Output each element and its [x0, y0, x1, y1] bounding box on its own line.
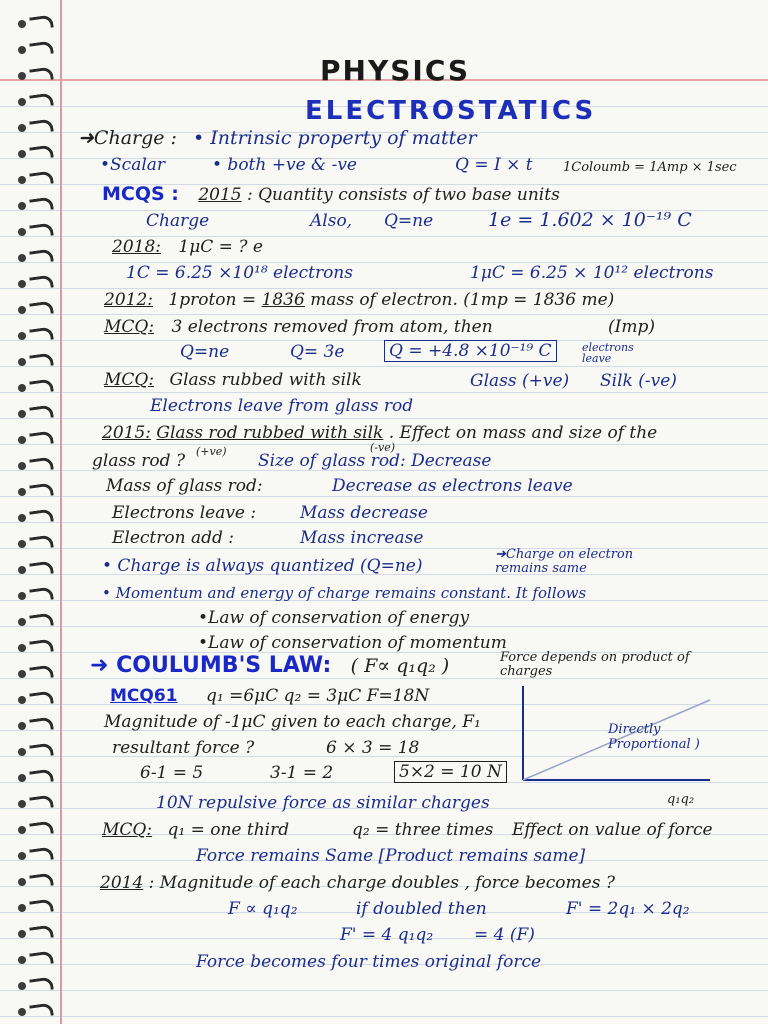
binding-ring	[29, 274, 54, 290]
binding-ring	[29, 950, 54, 966]
note-line	[100, 873, 615, 893]
note-line	[104, 317, 493, 337]
note-text: F ∝ q₁q₂	[228, 899, 298, 919]
binding-ring	[29, 898, 54, 914]
binding-ring	[29, 638, 54, 654]
note-text: Glass (+ve)	[470, 371, 570, 391]
binding-ring	[29, 534, 54, 550]
note-line	[106, 476, 263, 496]
note-line	[332, 476, 573, 496]
note-line	[110, 686, 178, 706]
note-line	[470, 371, 569, 391]
binding-ring	[29, 170, 54, 186]
binding-hole	[18, 124, 26, 132]
note-line	[228, 899, 298, 919]
note-text: 10N repulsive force as similar charges	[156, 793, 490, 813]
note-mcq-label: MCQ:	[102, 820, 153, 840]
binding-hole	[18, 514, 26, 522]
note-text: Decrease as electrons leave	[332, 476, 573, 496]
note-text: Electron add :	[112, 528, 235, 548]
binding-ring	[29, 326, 54, 342]
binding-hole	[18, 826, 26, 834]
boxed-answer: Q = +4.8 ×10⁻¹⁹ C	[384, 340, 557, 362]
binding-ring	[29, 144, 54, 160]
binding-ring	[29, 1002, 54, 1018]
binding-ring	[29, 664, 54, 680]
binding-ring	[29, 690, 54, 706]
binding-hole	[18, 800, 26, 808]
margin-line	[60, 0, 62, 1024]
note-text: F' = 4 q₁q₂	[340, 925, 434, 945]
note-text: 6 × 3 = 18	[326, 738, 420, 758]
binding-hole	[18, 254, 26, 262]
note-line	[90, 653, 450, 678]
note-text: ( F∝ q₁q₂ )	[350, 655, 450, 677]
note-line	[126, 263, 353, 283]
binding-ring	[29, 92, 54, 108]
note-text: = 4 (F)	[474, 925, 535, 945]
note-year: 2014	[100, 873, 144, 893]
note-line	[512, 820, 713, 840]
binding-hole	[18, 332, 26, 340]
note-line	[270, 763, 333, 783]
note-text: q₁ = one third	[167, 820, 290, 840]
note-line	[474, 925, 535, 945]
binding-hole	[18, 436, 26, 444]
binding-ring	[29, 768, 54, 784]
note-line	[300, 528, 423, 548]
note-line	[356, 899, 487, 919]
note-line	[455, 155, 533, 175]
note-line	[300, 503, 428, 523]
binding-ring	[29, 716, 54, 732]
note-line	[600, 371, 677, 391]
binding-ring	[29, 976, 54, 992]
note-line	[140, 763, 203, 783]
binding-hole	[18, 540, 26, 548]
note-line	[384, 211, 433, 231]
note-text: Q= 3e	[290, 342, 345, 362]
note-text: Charge	[146, 211, 210, 231]
binding-hole	[18, 878, 26, 886]
binding-ring	[29, 794, 54, 810]
note-text: : Quantity consists of two base units	[246, 185, 560, 205]
note-line	[102, 583, 586, 603]
note-text: Electrons leave from glass rod	[150, 396, 414, 416]
binding-ring	[29, 612, 54, 628]
binding-hole	[18, 748, 26, 756]
binding-hole	[18, 618, 26, 626]
binding-ring	[29, 586, 54, 602]
note-text: Also,	[310, 211, 353, 231]
binding-ring	[29, 872, 54, 888]
note-text: 6-1 = 5	[140, 763, 204, 783]
binding-hole	[18, 1008, 26, 1016]
note-line	[394, 761, 507, 783]
binding-ring	[29, 560, 54, 576]
note-line	[290, 342, 344, 362]
note-line	[310, 211, 352, 231]
note-text: Silk (-ve)	[600, 371, 677, 391]
note-text: glass rod ?	[92, 451, 186, 471]
note-text: •Law of conservation of momentum	[198, 633, 507, 653]
binding-hole	[18, 488, 26, 496]
binding-ring	[29, 248, 54, 264]
note-line	[566, 899, 690, 919]
note-text: •Scalar	[100, 155, 166, 175]
note-text: Force depends on product of charges	[500, 650, 690, 679]
binding-hole	[18, 696, 26, 704]
binding-hole	[18, 904, 26, 912]
note-text: Q = I × t	[455, 155, 533, 175]
page-title: PHYSICS	[320, 54, 471, 87]
mcqs-heading: MCQS :	[102, 183, 179, 205]
note-line	[488, 210, 692, 230]
note-text: Force becomes four times original force	[196, 952, 542, 972]
note-text: Magnitude of -1μC given to each charge, F₁	[104, 712, 481, 732]
note-line	[495, 548, 685, 576]
note-line	[582, 342, 662, 364]
binding-hole	[18, 566, 26, 574]
note-line	[608, 317, 655, 337]
binding-hole	[18, 98, 26, 106]
note-line	[500, 651, 710, 679]
note-text: • Momentum and energy of charge remains constant. It follows	[102, 584, 587, 602]
note-line	[212, 155, 357, 175]
binding-hole	[18, 176, 26, 184]
note-text: •Law of conservation of energy	[198, 608, 470, 628]
note-text: • both +ve & -ve	[212, 155, 357, 175]
binding-hole	[18, 20, 26, 28]
binding-hole	[18, 722, 26, 730]
binding-ring	[29, 222, 54, 238]
binding-hole	[18, 592, 26, 600]
binding-hole	[18, 774, 26, 782]
note-text: 1μC = 6.25 × 10¹² electrons	[470, 263, 714, 283]
note-line	[384, 340, 557, 362]
note-line	[206, 686, 429, 706]
note-line	[102, 556, 423, 576]
note-line	[198, 633, 507, 653]
note-mcq-label: MCQ:	[104, 317, 155, 337]
note-line	[102, 184, 560, 205]
note-text: Q=ne	[384, 211, 434, 231]
note-text: : Magnitude of each charge doubles , force becomes ?	[148, 873, 615, 893]
note-text: q₁q₂	[667, 792, 695, 807]
note-line	[198, 608, 469, 628]
note-text: resultant force ?	[112, 738, 255, 758]
binding-hole	[18, 956, 26, 964]
binding-ring	[29, 378, 54, 394]
graph-label	[608, 722, 718, 752]
binding-ring	[29, 846, 54, 862]
binding-hole	[18, 358, 26, 366]
binding-hole	[18, 202, 26, 210]
note-text: F' = 2q₁ × 2q₂	[566, 899, 690, 919]
binding-hole	[18, 280, 26, 288]
note-line	[112, 237, 263, 257]
note-text: electrons leave	[582, 341, 634, 365]
note-year: 2015	[198, 185, 242, 205]
note-text: Size of glass rod: Decrease	[258, 451, 492, 471]
note-line	[92, 451, 185, 471]
note-line	[563, 158, 737, 178]
binding-ring	[29, 456, 54, 472]
binding-hole	[18, 46, 26, 54]
note-text: Mass of glass rod:	[106, 476, 263, 496]
note-line	[150, 396, 413, 416]
note-mcq-label: MCQ:	[104, 370, 155, 390]
note-text: ➜Charge :	[78, 127, 177, 149]
note-line	[100, 155, 165, 175]
note-line	[196, 442, 227, 462]
note-line	[112, 738, 254, 758]
note-text: • Charge is always quantized (Q=ne)	[102, 556, 423, 576]
note-text: Mass increase	[300, 528, 424, 548]
note-line	[196, 952, 541, 972]
note-text: Glass rubbed with silk	[169, 370, 362, 390]
binding-hole	[18, 852, 26, 860]
note-line	[104, 290, 614, 310]
note-line	[352, 820, 493, 840]
coulomb-heading: ➜ COULUMB'S LAW:	[90, 653, 332, 678]
note-text: 1e = 1.602 × 10⁻¹⁹ C	[488, 209, 692, 231]
note-line	[196, 846, 585, 866]
note-text: q₂ = three times	[352, 820, 494, 840]
note-text: 1μC = ? e	[178, 237, 263, 257]
note-line	[112, 503, 256, 523]
note-text: (Imp)	[608, 317, 655, 337]
note-text: . Effect on mass and size of the	[388, 423, 658, 443]
binding-ring	[29, 196, 54, 212]
note-text: ➜Charge on electron remains same	[495, 547, 634, 576]
binding-hole	[18, 670, 26, 678]
note-line	[78, 128, 477, 148]
binding-hole	[18, 384, 26, 392]
binding-ring	[29, 118, 54, 134]
note-line	[340, 925, 433, 945]
binding-ring	[29, 924, 54, 940]
note-text: 1proton =	[168, 290, 257, 310]
binding-ring	[29, 742, 54, 758]
binding-ring	[29, 820, 54, 836]
note-line	[326, 738, 419, 758]
note-text: Q=ne	[180, 342, 230, 362]
graph-x-label	[667, 790, 694, 810]
note-text: Force remains Same [Product remains same]	[196, 846, 586, 866]
note-text: (+ve)	[196, 445, 227, 458]
page-subtitle: ELECTROSTATICS	[305, 96, 597, 126]
note-text: mass of electron. (1mp = 1836 me)	[310, 290, 615, 310]
note-line	[112, 528, 234, 548]
binding-hole	[18, 930, 26, 938]
binding-ring	[29, 430, 54, 446]
binding-hole	[18, 228, 26, 236]
binding-ring	[29, 482, 54, 498]
note-text: • Intrinsic property of matter	[193, 127, 477, 149]
note-line	[470, 263, 713, 283]
note-line	[102, 820, 289, 840]
note-text: Electrons leave :	[112, 503, 257, 523]
note-text: 3-1 = 2	[270, 763, 334, 783]
note-line	[104, 712, 481, 732]
binding-ring	[29, 300, 54, 316]
note-text: Directly Proportional )	[608, 722, 700, 752]
binding-hole	[18, 150, 26, 158]
binding-hole	[18, 410, 26, 418]
note-line	[258, 451, 491, 471]
note-mcq-label: MCQ61	[110, 686, 178, 706]
binding-ring	[29, 352, 54, 368]
note-line	[156, 793, 490, 813]
note-text: if doubled then	[356, 899, 487, 919]
binding-hole	[18, 982, 26, 990]
note-year: 2015:	[102, 423, 151, 443]
note-line	[146, 211, 209, 231]
note-line	[180, 342, 229, 362]
note-text: q₁ =6μC q₂ = 3μC F=18N	[206, 686, 430, 706]
binding-hole	[18, 462, 26, 470]
note-text: Effect on value of force	[512, 820, 713, 840]
note-text: 1836	[261, 290, 305, 310]
note-text: 1C = 6.25 ×10¹⁸ electrons	[126, 263, 353, 283]
note-text: (-ve)	[370, 441, 396, 454]
binding-ring	[29, 404, 54, 420]
binding-hole	[18, 306, 26, 314]
note-text: 3 electrons removed from atom, then	[171, 317, 493, 337]
note-year: 2018:	[112, 237, 161, 257]
note-text: Glass rod rubbed with silk	[156, 423, 384, 443]
note-line	[104, 370, 362, 390]
binding-hole	[18, 644, 26, 652]
boxed-answer: 5×2 = 10 N	[394, 761, 507, 783]
note-text: 1Coloumb = 1Amp × 1sec	[563, 160, 737, 175]
note-text: Mass decrease	[300, 503, 428, 523]
binding-ring	[29, 508, 54, 524]
note-year: 2012:	[104, 290, 153, 310]
binding-hole	[18, 72, 26, 80]
